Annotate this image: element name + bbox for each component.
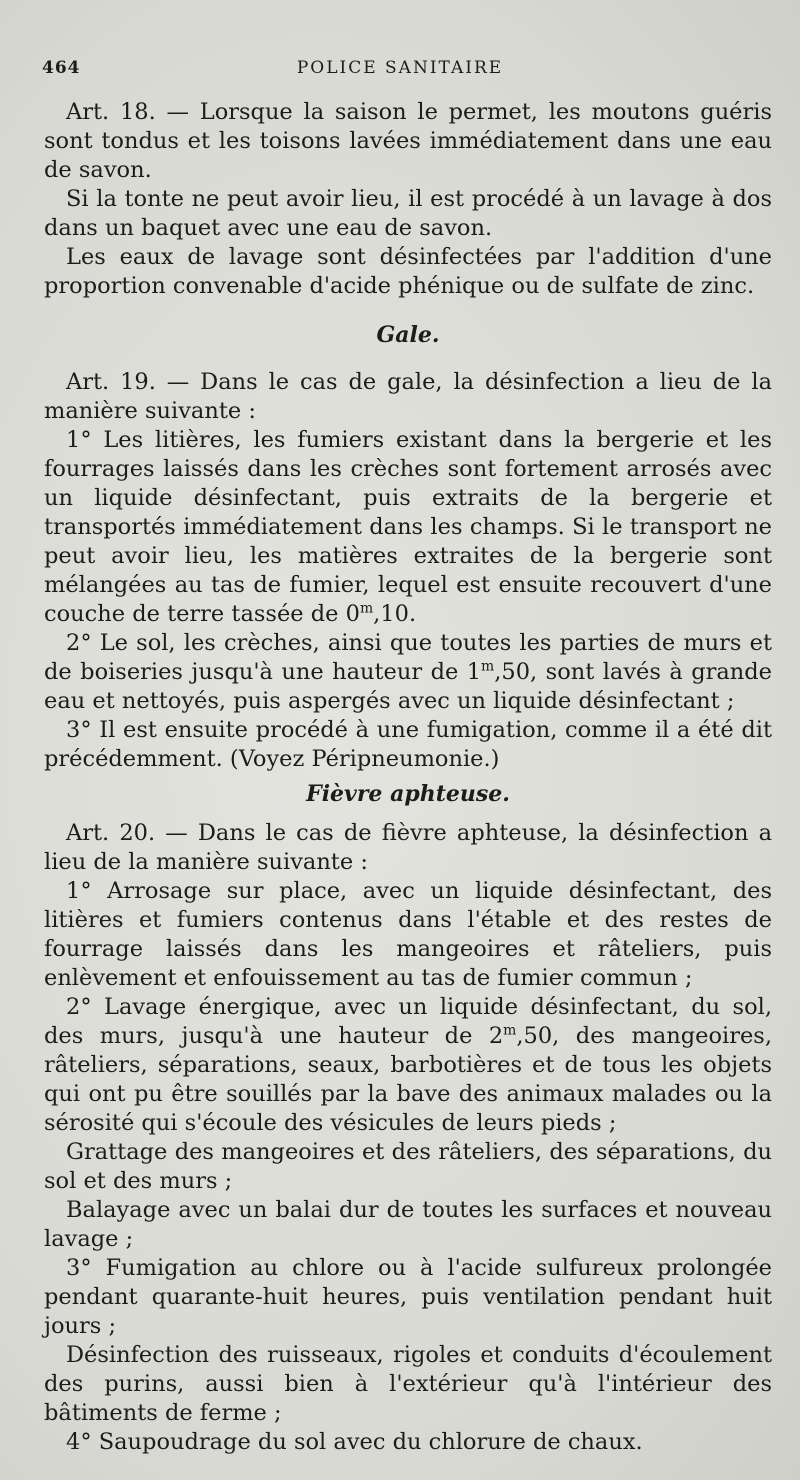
art19-item-2 (44, 629, 772, 716)
unit-superscript: m (359, 600, 374, 617)
art18-paragraph-1: Art. 18. — Lorsque la saison le permet, les moutons guéris sont tondus et les toisons lavées immédiatement dans une eau de savon. (44, 99, 772, 183)
page-number: 464 (42, 58, 81, 78)
art20-item-1: 1° Arrosage sur place, avec un liquide désinfectant, des litières et fumiers contenus dans l'étable et des restes de fourrage laissés dans les mangeoires et râteliers, puis enlèvement et enfouissement au tas de fumier commun ; (44, 878, 772, 991)
art20-item-2 (44, 993, 772, 1138)
art19-item-2-end: ,50, sont lavés à grande eau et nettoyés, puis aspergés avec un liquide désinfectant ; (44, 659, 772, 714)
art18-paragraph-2: Si la tonte ne peut avoir lieu, il est procédé à un lavage à dos dans un baquet avec une eau de savon. (44, 186, 772, 241)
unit-superscript: m (503, 1022, 517, 1039)
section-heading-gale: Gale. (376, 322, 440, 348)
art20-desinfection: Désinfection des ruisseaux, rigoles et conduits d'écoulement des purins, aussi bien à l'extérieur qu'à l'intérieur des bâtiments de ferme ; (44, 1342, 772, 1426)
art19-item-1 (44, 426, 772, 629)
body-text (44, 98, 772, 1457)
art18-paragraph-3: Les eaux de lavage sont désinfectées par l'addition d'une proportion convenable d'acide phénique ou de sulfate de zinc. (44, 244, 772, 299)
art19-item-1-end: ,10. (373, 601, 417, 627)
art19-intro: Art. 19. — Dans le cas de gale, la désinfection a lieu de la manière suivante : (44, 369, 772, 424)
running-head: POLICE SANITAIRE (296, 58, 504, 78)
art20-item-4: 4° Saupoudrage du sol avec du chlorure de chaux. (66, 1429, 643, 1455)
page-header (36, 58, 764, 88)
art20-item-2-text: 2° Lavage énergique, avec un liquide désinfectant, du sol, des murs, jusqu'à une hauteur de 2 (44, 994, 772, 1049)
art20-item-3: 3° Fumigation au chlore ou à l'acide sulfureux prolongée pendant quarante-huit heures, puis ventilation pendant huit jours ; (44, 1255, 772, 1339)
unit-superscript: m (481, 658, 495, 675)
art20-balayage: Balayage avec un balai dur de toutes les surfaces et nouveau lavage ; (44, 1197, 772, 1252)
art19-item-2-text: 2° Le sol, les crèches, ainsi que toutes les parties de murs et de boiseries jusqu'à une hauteur de 1 (44, 630, 772, 685)
art20-item-2-end: ,50, des mangeoires, râteliers, séparations, seaux, barbotières et de tous les objets qui ont pu être souillés par la bave des animaux malades ou la sérosité qui s'écoule des vésicules de leurs pieds ; (44, 1023, 772, 1136)
section-heading-fievre-aphteuse: Fièvre aphteuse. (306, 781, 510, 807)
art19-item-1-text: 1° Les litières, les fumiers existant dans la bergerie et les fourrages laissés dans les crèches sont fortement arrosés avec un liquide désinfectant, puis extraits de la bergerie et transportés immédiatement dans les champs. Si le transport ne peut avoir lieu, les matières extraites de la bergerie sont mélangées au tas de fumier, lequel est ensuite recouvert d'une couche de terre tassée de 0 (44, 427, 772, 627)
art20-intro: Art. 20. — Dans le cas de fièvre aphteuse, la désinfection a lieu de la manière suivante : (44, 820, 772, 875)
art20-grattage: Grattage des mangeoires et des râteliers, des séparations, du sol et des murs ; (44, 1139, 772, 1194)
art19-item-3: 3° Il est ensuite procédé à une fumigation, comme il a été dit précédemment. (Voyez Péripneumonie.) (44, 717, 772, 772)
